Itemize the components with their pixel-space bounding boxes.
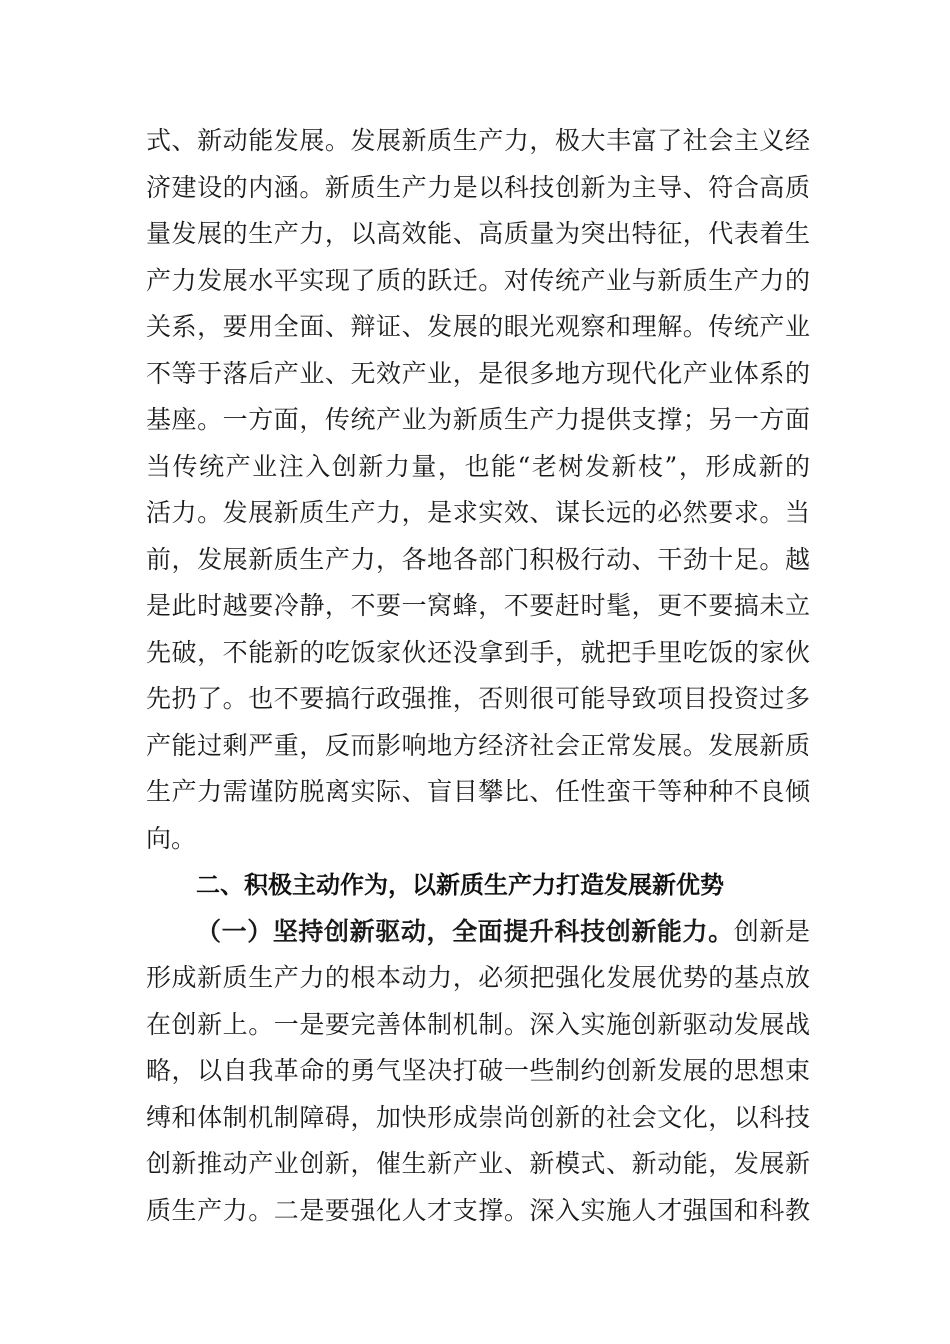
paragraph-line: 创新推动产业创新，催生新产业、新模式、新动能，发展新 xyxy=(146,1149,810,1178)
paragraph-line: 在创新上。一是要完善体制机制。深入实施创新驱动发展战 xyxy=(146,1009,810,1039)
paragraph-line: 活力。发展新质生产力，是求实效、谋长远的必然要求。当 xyxy=(146,498,810,527)
paragraph-1 xyxy=(146,118,810,862)
paragraph-line: 先破，不能新的吃饭家伙还没拿到手，就把手里吃饭的家伙 xyxy=(146,637,810,667)
section-heading: 二、积极主动作为，以新质生产力打造发展新优势 xyxy=(196,871,724,899)
paragraph-line: 质生产力。二是要强化人才支撑。深入实施人才强国和科教 xyxy=(146,1195,810,1225)
paragraph-line: 济建设的内涵。新质生产力是以科技创新为主导、符合高质 xyxy=(146,172,810,202)
paragraph-2 xyxy=(146,909,810,1235)
paragraph-line: 向。 xyxy=(146,823,197,853)
paragraph-first-line xyxy=(146,909,810,956)
paragraph-line: 缚和体制机制障碍，加快形成崇尚创新的社会文化，以科技 xyxy=(146,1102,810,1132)
paragraph-line: 形成新质生产力的根本动力，必须把强化发展优势的基点放 xyxy=(146,963,810,992)
paragraph-line: 略，以自我革命的勇气坚决打破一些制约创新发展的思想束 xyxy=(146,1056,810,1085)
paragraph-line: 是此时越要冷静，不要一窝蜂，不要赶时髦，更不要搞未立 xyxy=(146,591,810,620)
subsection-lead: （一）坚持创新驱动，全面提升科技创新能力。 xyxy=(196,916,734,946)
paragraph-line: 量发展的生产力，以高效能、高质量为突出特征，代表着生 xyxy=(146,219,810,248)
paragraph-line: 先扔了。也不要搞行政强推，否则很可能导致项目投资过多 xyxy=(146,684,810,713)
paragraph-line: 式、新动能发展。发展新质生产力，极大丰富了社会主义经 xyxy=(146,126,810,155)
paragraph-line: 不等于落后产业、无效产业，是很多地方现代化产业体系的 xyxy=(146,358,810,388)
first-line-rest: 创新是 xyxy=(733,916,810,946)
document-body xyxy=(146,118,810,1234)
paragraph-line: 当传统产业注入创新力量，也能“老树发新枝”，形成新的 xyxy=(146,451,810,481)
paragraph-line: 产力发展水平实现了质的跃迁。对传统产业与新质生产力的 xyxy=(146,265,810,295)
paragraph-line: 关系，要用全面、辩证、发展的眼光观察和理解。传统产业 xyxy=(146,312,810,341)
paragraph-line: 产能过剩严重，反而影响地方经济社会正常发展。发展新质 xyxy=(146,730,810,760)
paragraph-line: 前，发展新质生产力，各地各部门积极行动、干劲十足。越 xyxy=(146,544,810,574)
paragraph-line: 生产力需谨防脱离实际、盲目攀比、任性蛮干等种种不良倾 xyxy=(146,777,810,806)
paragraph-line: 基座。一方面，传统产业为新质生产力提供支撑；另一方面 xyxy=(146,405,810,434)
